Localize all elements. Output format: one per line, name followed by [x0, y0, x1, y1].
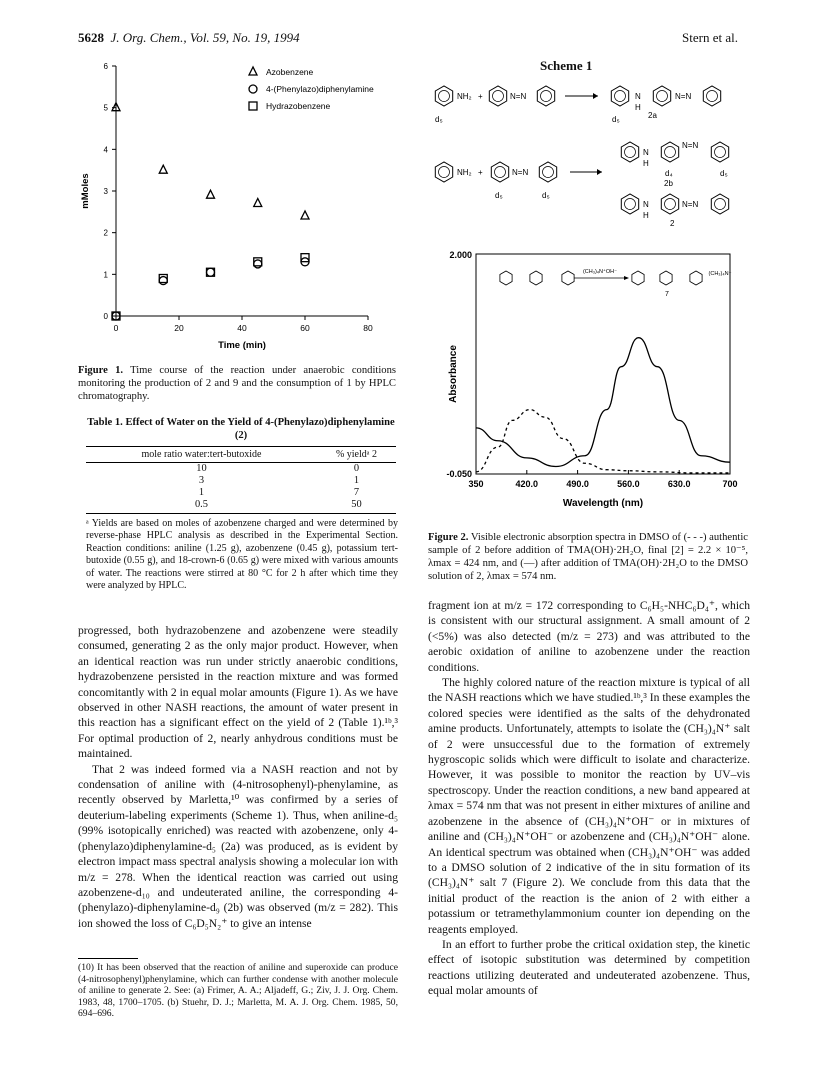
amine-label: N — [643, 200, 649, 209]
left-column-text — [78, 623, 398, 931]
deuterium-label: d₅ — [720, 169, 728, 178]
data-point-triangle — [159, 165, 167, 173]
scheme-1-structures — [420, 72, 750, 232]
benzene-ring-inner — [625, 147, 636, 158]
page-number: 5628 — [78, 30, 104, 45]
paragraph: progressed, both hydrazobenzene and azobenzene were steadily consumed, generating 2 as the only major product. However, when an identical reaction was run under strictly anaerobic conditions, hydrazobenzene persisted in the reaction mixture and was formed concomitantly with 2 in equal molar amounts (Figure 1). As we have observed in other NASH reactions, the amount of water present in this reaction has a significant effect on the yield of 2 (Table 1).¹ᵇ,³ For optimal production of 2, nearly anhydrous conditions must be maintained. — [78, 624, 398, 761]
azo-label: N=N — [510, 92, 527, 101]
table-cell: 1 — [353, 475, 360, 486]
data-point-circle — [159, 277, 167, 285]
table-cell: 50 — [317, 499, 396, 514]
figure-1-chart — [78, 58, 398, 358]
table-1 — [86, 446, 396, 514]
x-tick-label: 0 — [113, 323, 119, 333]
data-point-circle — [254, 260, 262, 268]
legend-label: Azobenzene — [266, 67, 314, 77]
benzene-ring-inner — [439, 167, 450, 178]
inset-compound-label: 7 — [665, 291, 669, 298]
benzene-ring — [660, 271, 672, 285]
benzene-ring-inner — [541, 91, 552, 102]
benzene-ring — [621, 194, 638, 214]
benzene-ring — [661, 142, 678, 162]
y-tick-label: 6 — [103, 62, 108, 71]
data-point-triangle — [207, 190, 215, 198]
y-tick-label: 5 — [103, 103, 108, 113]
deuterium-label: d₅ — [435, 115, 443, 124]
benzene-ring-inner — [665, 199, 676, 210]
benzene-ring — [632, 271, 644, 285]
data-point-triangle — [254, 199, 262, 207]
hydrogen-label: H — [643, 211, 649, 220]
benzene-ring-inner — [495, 167, 506, 178]
x-tick-label: 420.0 — [515, 479, 539, 489]
figure-1-caption — [78, 364, 396, 403]
benzene-ring — [530, 271, 542, 285]
benzene-ring-inner — [615, 91, 626, 102]
y-tick-label: 2 — [103, 228, 108, 238]
x-tick-label: 20 — [174, 323, 184, 333]
paragraph: In an effort to further probe the critical oxidation step, the kinetic effect of isotopic substitution was determined by competition reactions utilizing deuterated and undeuterated azobenzene. Thus, equal molar amounts of — [428, 937, 750, 998]
authors: Stern et al. — [682, 30, 738, 45]
table-cell: 7 — [353, 487, 360, 498]
deuterium-label: d₄ — [665, 169, 673, 178]
benzene-ring — [711, 142, 728, 162]
deuterium-label: d₅ — [612, 115, 620, 124]
legend-label: 4-(Phenylazo)diphenylamine — [266, 84, 374, 94]
benzene-ring — [611, 86, 628, 106]
inset-cation: (CH₃)₄N⁺ — [708, 271, 732, 277]
figure-2-caption-text: Visible electronic absorption spectra in DMSO of (- - -) authentic sample of 2 before addition of TMA(OH)·2H₂O, final [2] = 2.2 × 10⁻⁵, λmax = 424 nm, and (—) after addition of TMA(OH)·2H₂O to the DMSO solution of 2, λmax = 574 nm. — [428, 532, 748, 582]
table-1-footnote: ᵃ Yields are based on moles of azobenzene charged and were determined by reverse-phase HPLC analysis as described in the Experimental Section. Reaction conditions: aniline (1.25 g), azobenzene (0.45 g), potassium tert-butoxide (0.55 g), and 18-crown-6 (0.65 g) were mixed with various amounts of water. The reactions were stirred at 80 °C for 2 h after which time they were analyzed by HPLC. — [86, 518, 398, 592]
y-tick-label: -0.050 — [446, 469, 472, 479]
figure-2-chart — [424, 240, 754, 525]
x-tick-label: 490.0 — [566, 479, 589, 489]
benzene-ring-inner — [715, 199, 726, 210]
x-tick-label: 40 — [237, 323, 247, 333]
scheme-1-title: Scheme 1 — [540, 58, 593, 73]
benzene-ring — [621, 142, 638, 162]
paragraph: That 2 was indeed formed via a NASH reaction and not by condensation of aniline with (4-nitrosophenyl)-phenylamine, as recently observed by Marletta,¹⁰ was confirmed by a series of deuterium-labeling experiments (Scheme 1). Thus, when aniline-d₅ (99% isotopically enriched) was reacted with azobenzene, only 4-(phenylazo)diphenylamine-d₅ (2a) was produced, as is evident by electron impact mass spectral analysis showing a molecular ion with m/z = 278. When the identical reaction was carried out using azobenzene-d₁₀ and undeuterated aniline, the corresponding 4-(phenylazo)-diphenylamine-d₉ (2b) was observed (m/z = 282). This ion showed the loss of C₆D₅N₂⁺ to give an intense — [78, 762, 398, 930]
deuterium-label: d₅ — [495, 191, 503, 200]
x-tick-label: 700 — [722, 479, 738, 489]
x-tick-label: 80 — [363, 323, 373, 333]
table-cell: 3 — [198, 475, 205, 486]
table-1-col1: mole ratio water:tert-butoxide — [86, 447, 317, 463]
legend-marker-square — [249, 102, 257, 110]
figure-1-caption-label: Figure 1. — [78, 365, 124, 376]
inset-reagent: (CH₃)₄N⁺OH⁻ — [582, 269, 618, 275]
reaction-arrowhead — [624, 276, 629, 280]
amine-label: NH₂ — [457, 92, 472, 101]
legend-marker-circle — [249, 85, 257, 93]
y-tick-label: 4 — [103, 145, 108, 155]
table-1-col2: % yieldᵃ 2 — [317, 447, 396, 463]
hydrogen-label: H — [643, 159, 649, 168]
azo-label: N=N — [682, 200, 699, 209]
amine-label: NH₂ — [457, 168, 472, 177]
benzene-ring — [711, 194, 728, 214]
x-axis-label: Time (min) — [218, 340, 266, 351]
deuterium-label: d₅ — [542, 191, 550, 200]
figure-2-caption — [428, 531, 748, 583]
plus-sign: + — [478, 168, 483, 177]
x-tick-label: 560.0 — [617, 479, 640, 489]
benzene-ring — [491, 162, 508, 182]
y-axis-label: Absorbance — [448, 345, 459, 403]
y-tick-label: 3 — [103, 187, 108, 196]
reaction-arrowhead — [593, 93, 598, 99]
benzene-ring-inner — [439, 91, 450, 102]
footnote-10: (10) It has been observed that the reaction of aniline and superoxide can produce (4-nitrosophenyl)phenylamine, which can further condense with another molecule of aniline to generate 2. See: (a) Frimer, A. A.; Aljadeff, G.; Ziv, J. J. Org. Chem. 1983, 48, 1700–1705. (b) Stuehr, D. J.; Marletta, M. A. J. Org. Chem. 1985, 50, 694–696. — [78, 962, 398, 1020]
y-tick-label: 2.000 — [449, 250, 472, 260]
benzene-ring-inner — [707, 91, 718, 102]
benzene-ring — [703, 86, 720, 106]
amine-label: N — [643, 148, 649, 157]
amine-label: N — [635, 92, 641, 101]
plot-frame — [476, 254, 730, 474]
paragraph: The highly colored nature of the reaction mixture is typical of all the NASH reactions which we have studied.¹ᵇ,³ In these examples the colored species were identified as the salts of the dehydronated amine products. Unfortunately, attempts to isolate the (CH₃)₄N⁺ salt of 2 were unsuccessful due to the formation of extremely hygroscopic solids which were difficult to isolate and characterize. However, it was possible to monitor the reaction by UV–vis spectroscopy. Under the reaction conditions, a new band appeared at λmax = 574 nm that was not present in either mixtures of aniline and azobenzene in the absence of (CH₃)₄N⁺OH⁻ or in mixtures of aniline and (CH₃)₄N⁺OH⁻ or azobenzene and (CH₃)₄N⁺OH⁻ alone. An identical spectrum was obtained when (CH₃)₄N⁺OH⁻ was added to a DMSO solution of 2 indicative of the in situ formation of its (CH₃)₄N⁺ salt 7 (Figure 2). We conclude from this data that the initial product of the reaction is the anion of 2 with either a potassium or tetramethylammonium counter ion depending on the reagents employed. — [428, 676, 750, 936]
benzene-ring — [653, 86, 670, 106]
x-axis-label: Wavelength (nm) — [562, 498, 644, 509]
benzene-ring-inner — [543, 167, 554, 178]
benzene-ring — [539, 162, 556, 182]
data-point-circle — [207, 268, 215, 276]
table-cell: 10 — [196, 463, 207, 474]
data-point-triangle — [301, 211, 309, 219]
y-axis-label: mMoles — [80, 173, 91, 209]
compound-label-2a: 2a — [648, 111, 657, 120]
hydrogen-label: H — [635, 103, 641, 112]
y-tick-label: 1 — [103, 270, 108, 280]
x-tick-label: 350 — [468, 479, 484, 489]
benzene-ring — [435, 162, 452, 182]
table-cell: 0 — [353, 463, 360, 474]
benzene-ring — [537, 86, 554, 106]
benzene-ring-inner — [493, 91, 504, 102]
y-tick-label: 0 — [103, 312, 108, 321]
journal-ref: J. Org. Chem., Vol. 59, No. 19, 1994 — [110, 30, 300, 45]
plus-sign: + — [478, 92, 483, 101]
azo-label: N=N — [675, 92, 692, 101]
azo-label: N=N — [682, 141, 699, 150]
compound-label-2: 2 — [670, 219, 675, 228]
compound-label-2b: 2b — [664, 179, 673, 188]
spectrum-line-dashed — [476, 410, 730, 473]
legend-label: Hydrazobenzene — [266, 101, 331, 111]
benzene-ring — [435, 86, 452, 106]
benzene-ring-inner — [625, 199, 636, 210]
inset-structure — [500, 268, 732, 298]
benzene-ring — [489, 86, 506, 106]
benzene-ring — [690, 271, 702, 285]
benzene-ring — [500, 271, 512, 285]
benzene-ring — [562, 271, 574, 285]
azo-label: N=N — [512, 168, 529, 177]
figure-2-caption-label: Figure 2. — [428, 532, 469, 543]
paragraph: fragment ion at m/z = 172 corresponding to C₆H₅-NHC₆D₄⁺, which is consistent with our structural assignment. A small amount of 2 (<5%) was also detected (m/z = 273) and was attributed to the aerobic oxidation of aniline to azobenzene under the reaction conditions. — [428, 599, 750, 674]
table-1-title: Table 1. Effect of Water on the Yield of 4-(Phenylazo)diphenylamine (2) — [87, 417, 395, 441]
footnote-rule — [78, 958, 138, 959]
figure-1-caption-text: Time course of the reaction under anaerobic conditions monitoring the production of 2 and 9 and the consumption of 1 by HPLC chromatography. — [78, 365, 396, 402]
x-tick-label: 60 — [300, 323, 310, 333]
table-cell: 1 — [198, 487, 205, 498]
x-tick-label: 630.0 — [667, 479, 691, 489]
benzene-ring — [661, 194, 678, 214]
right-column-text — [428, 598, 750, 999]
benzene-ring-inner — [665, 147, 676, 158]
page-header — [78, 30, 300, 46]
benzene-ring-inner — [715, 147, 726, 158]
table-cell: 0.5 — [86, 499, 317, 514]
spectrum-line-solid — [476, 338, 730, 467]
legend-marker-triangle — [249, 67, 257, 75]
benzene-ring-inner — [657, 91, 668, 102]
reaction-arrowhead — [597, 169, 602, 175]
